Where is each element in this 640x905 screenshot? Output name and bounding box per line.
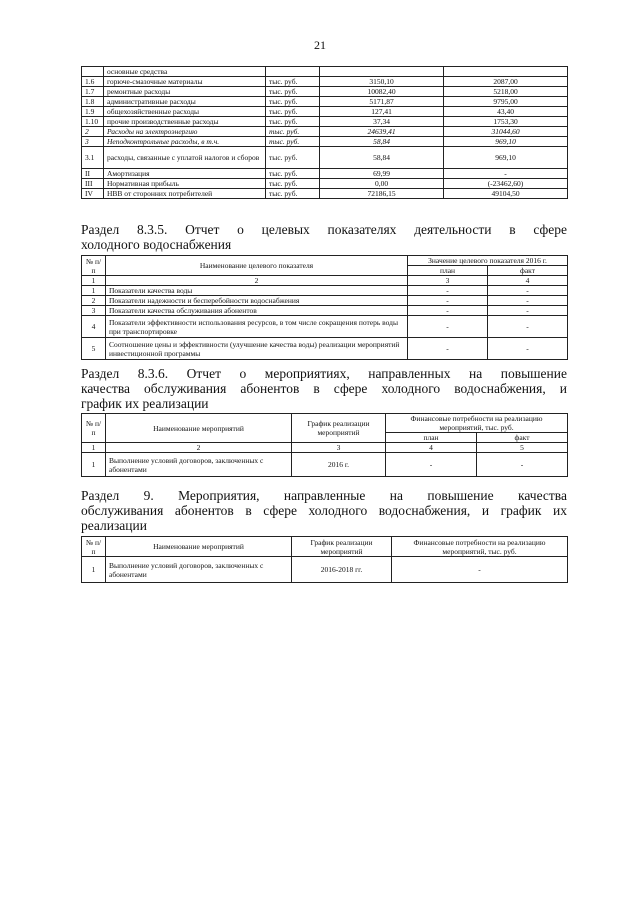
row-num: II [82, 169, 104, 179]
table-row [82, 286, 568, 296]
table-row [82, 306, 568, 316]
table-row [82, 453, 568, 477]
table-row [82, 107, 568, 117]
table-row [82, 296, 568, 306]
row-fact: - [477, 453, 568, 477]
row-fact: - [488, 338, 568, 360]
row-fact: 43,40 [444, 107, 568, 117]
row-num: 1.7 [82, 87, 104, 97]
row-unit: тыс. руб. [266, 87, 320, 97]
col-index: 4 [488, 276, 568, 286]
row-num: 1.9 [82, 107, 104, 117]
section-8-3-6-line2: качества обслуживания абонентов в сфере холодного водоснабжения, и [81, 381, 567, 396]
row-plan: 3150,10 [320, 77, 444, 87]
col-index: 1 [82, 443, 106, 453]
col-index: 4 [386, 443, 477, 453]
row-fact: 49104,50 [444, 189, 568, 199]
row-unit: тыс. руб. [266, 179, 320, 189]
section-8-3-6-line1: Раздел 8.3.6. Отчет о мероприятиях, направленных на повышение [81, 366, 567, 381]
row-item: ремонтные расходы [104, 87, 266, 97]
planned-measures-table [81, 536, 568, 583]
row-unit: тыс. руб. [266, 127, 320, 137]
section-8-3-6-heading [81, 366, 567, 411]
row-item: прочие производственные расходы [104, 117, 266, 127]
section-8-3-6-line3: график их реализации [81, 396, 209, 411]
col-num-header: № п/п [82, 414, 106, 443]
col-num-header: № п/п [82, 256, 106, 276]
row-num: 3 [82, 306, 106, 316]
row-plan: - [408, 316, 488, 338]
row-plan: - [386, 453, 477, 477]
row-measure: Выполнение условий договоров, заключенных с абонентами [106, 557, 292, 583]
row-indicator: Показатели эффективности использования ресурсов, в том числе сокращения потерь воды при транспортировке [106, 316, 408, 338]
row-unit: тыс. руб. [266, 117, 320, 127]
row-num: 1.8 [82, 97, 104, 107]
row-num: 1 [82, 557, 106, 583]
row-item: расходы, связанные с уплатой налогов и сборов [104, 147, 266, 169]
target-indicators-body [82, 286, 568, 360]
row-plan: - [408, 338, 488, 360]
row-num [82, 67, 104, 77]
row-fact: 31044,60 [444, 127, 568, 137]
row-finance: - [392, 557, 568, 583]
row-fact: 2087,00 [444, 77, 568, 87]
row-fact: - [488, 296, 568, 306]
row-num: 2 [82, 296, 106, 306]
row-unit: тыс. руб. [266, 147, 320, 169]
row-fact: - [488, 286, 568, 296]
col-index: 1 [82, 276, 106, 286]
row-unit: тыс. руб. [266, 137, 320, 147]
row-plan [320, 67, 444, 77]
col-measure-header: Наименование мероприятий [106, 537, 292, 557]
row-num: 1.10 [82, 117, 104, 127]
col-finance-header: Финансовые потребности на реализацию мероприятий, тыс. руб. [392, 537, 568, 557]
section-9-line3: реализации [81, 518, 147, 533]
section-8-3-5-line2: холодного водоснабжения [81, 237, 232, 252]
table-row [82, 316, 568, 338]
col-schedule-header: График реализации мероприятий [292, 537, 392, 557]
row-unit: тыс. руб. [266, 77, 320, 87]
row-item: Неподконтрольные расходы, в т.ч. [104, 137, 266, 147]
row-item: общехозяйственные расходы [104, 107, 266, 117]
row-plan: 0,00 [320, 179, 444, 189]
row-num: 1 [82, 286, 106, 296]
col-measure-header: Наименование мероприятий [106, 414, 292, 443]
row-plan: - [408, 286, 488, 296]
row-fact [444, 67, 568, 77]
table-row [82, 169, 568, 179]
row-num: 2 [82, 127, 104, 137]
col-num-header: № п/п [82, 537, 106, 557]
row-plan: 127,41 [320, 107, 444, 117]
row-fact: (-23462,60) [444, 179, 568, 189]
table-row [82, 87, 568, 97]
row-fact: 969,10 [444, 147, 568, 169]
row-plan: 5171,87 [320, 97, 444, 107]
row-item: Амортизация [104, 169, 266, 179]
row-fact: - [488, 306, 568, 316]
col-value-header: Значение целевого показателя 2016 г. [408, 256, 568, 266]
row-fact: 1753,30 [444, 117, 568, 127]
row-plan: 69,99 [320, 169, 444, 179]
col-plan-header: план [386, 433, 477, 443]
row-schedule: 2016 г. [292, 453, 386, 477]
row-schedule: 2016-2018 гг. [292, 557, 392, 583]
row-indicator: Показатели надежности и бесперебойности водоснабжения [106, 296, 408, 306]
table-row [82, 97, 568, 107]
row-num: 3 [82, 137, 104, 147]
cost-items-body [82, 67, 568, 199]
row-plan: 58,84 [320, 147, 444, 169]
row-indicator: Показатели качества обслуживания абонентов [106, 306, 408, 316]
col-fact-header: факт [488, 266, 568, 276]
table-row [82, 338, 568, 360]
table-row [82, 67, 568, 77]
cost-items-table [81, 66, 568, 199]
row-plan: - [408, 296, 488, 306]
col-indicator-header: Наименование целевого показателя [106, 256, 408, 276]
row-num: IV [82, 189, 104, 199]
section-9-line1: Раздел 9. Мероприятия, направленные на повышение качества [81, 488, 567, 503]
measures-report-table [81, 413, 568, 477]
table-row [82, 137, 568, 147]
section-8-3-5-heading [81, 222, 567, 252]
row-item: НВВ от сторонних потребителей [104, 189, 266, 199]
row-unit: тыс. руб. [266, 97, 320, 107]
table-row [82, 557, 568, 583]
col-index: 3 [292, 443, 386, 453]
col-index: 5 [477, 443, 568, 453]
row-plan: 72186,15 [320, 189, 444, 199]
row-measure: Выполнение условий договоров, заключенных с абонентами [106, 453, 292, 477]
table-row [82, 179, 568, 189]
row-fact: 5218,00 [444, 87, 568, 97]
row-num: 3.1 [82, 147, 104, 169]
target-indicators-table [81, 255, 568, 360]
row-num: 1 [82, 453, 106, 477]
col-index: 3 [408, 276, 488, 286]
row-unit [266, 67, 320, 77]
col-schedule-header: График реализации мероприятий [292, 414, 386, 443]
row-fact: 9795,00 [444, 97, 568, 107]
row-num: III [82, 179, 104, 189]
section-9-heading [81, 488, 567, 533]
section-9-line2: обслуживания абонентов в сфере холодного водоснабжения, и график их [81, 503, 567, 518]
row-unit: тыс. руб. [266, 169, 320, 179]
row-plan: 58,84 [320, 137, 444, 147]
row-num: 4 [82, 316, 106, 338]
row-unit: тыс. руб. [266, 189, 320, 199]
col-finance-header: Финансовые потребности на реализацию мероприятий, тыс. руб. [386, 414, 568, 433]
row-unit: тыс. руб. [266, 107, 320, 117]
row-fact: - [488, 316, 568, 338]
row-indicator: Соотношение цены и эффективности (улучшение качества воды) реализации мероприятий инвестиционной программы [106, 338, 408, 360]
row-indicator: Показатели качества воды [106, 286, 408, 296]
col-fact-header: факт [477, 433, 568, 443]
section-8-3-5-line1: Раздел 8.3.5. Отчет о целевых показателях деятельности в сфере [81, 222, 567, 237]
row-num: 1.6 [82, 77, 104, 87]
row-item: горюче-смазочные материалы [104, 77, 266, 87]
row-plan: 37,34 [320, 117, 444, 127]
col-index: 2 [106, 276, 408, 286]
table-row [82, 147, 568, 169]
table-row [82, 127, 568, 137]
table-row [82, 189, 568, 199]
row-plan: - [408, 306, 488, 316]
table-row [82, 77, 568, 87]
col-index: 2 [106, 443, 292, 453]
page-number: 21 [314, 38, 326, 52]
row-plan: 24639,41 [320, 127, 444, 137]
row-item: Расходы на электроэнергию [104, 127, 266, 137]
table-row [82, 117, 568, 127]
row-item: административные расходы [104, 97, 266, 107]
col-plan-header: план [408, 266, 488, 276]
row-fact: 969,10 [444, 137, 568, 147]
row-item: Нормативная прибыль [104, 179, 266, 189]
row-plan: 10082,40 [320, 87, 444, 97]
row-item: основные средства [104, 67, 266, 77]
row-fact: - [444, 169, 568, 179]
row-num: 5 [82, 338, 106, 360]
